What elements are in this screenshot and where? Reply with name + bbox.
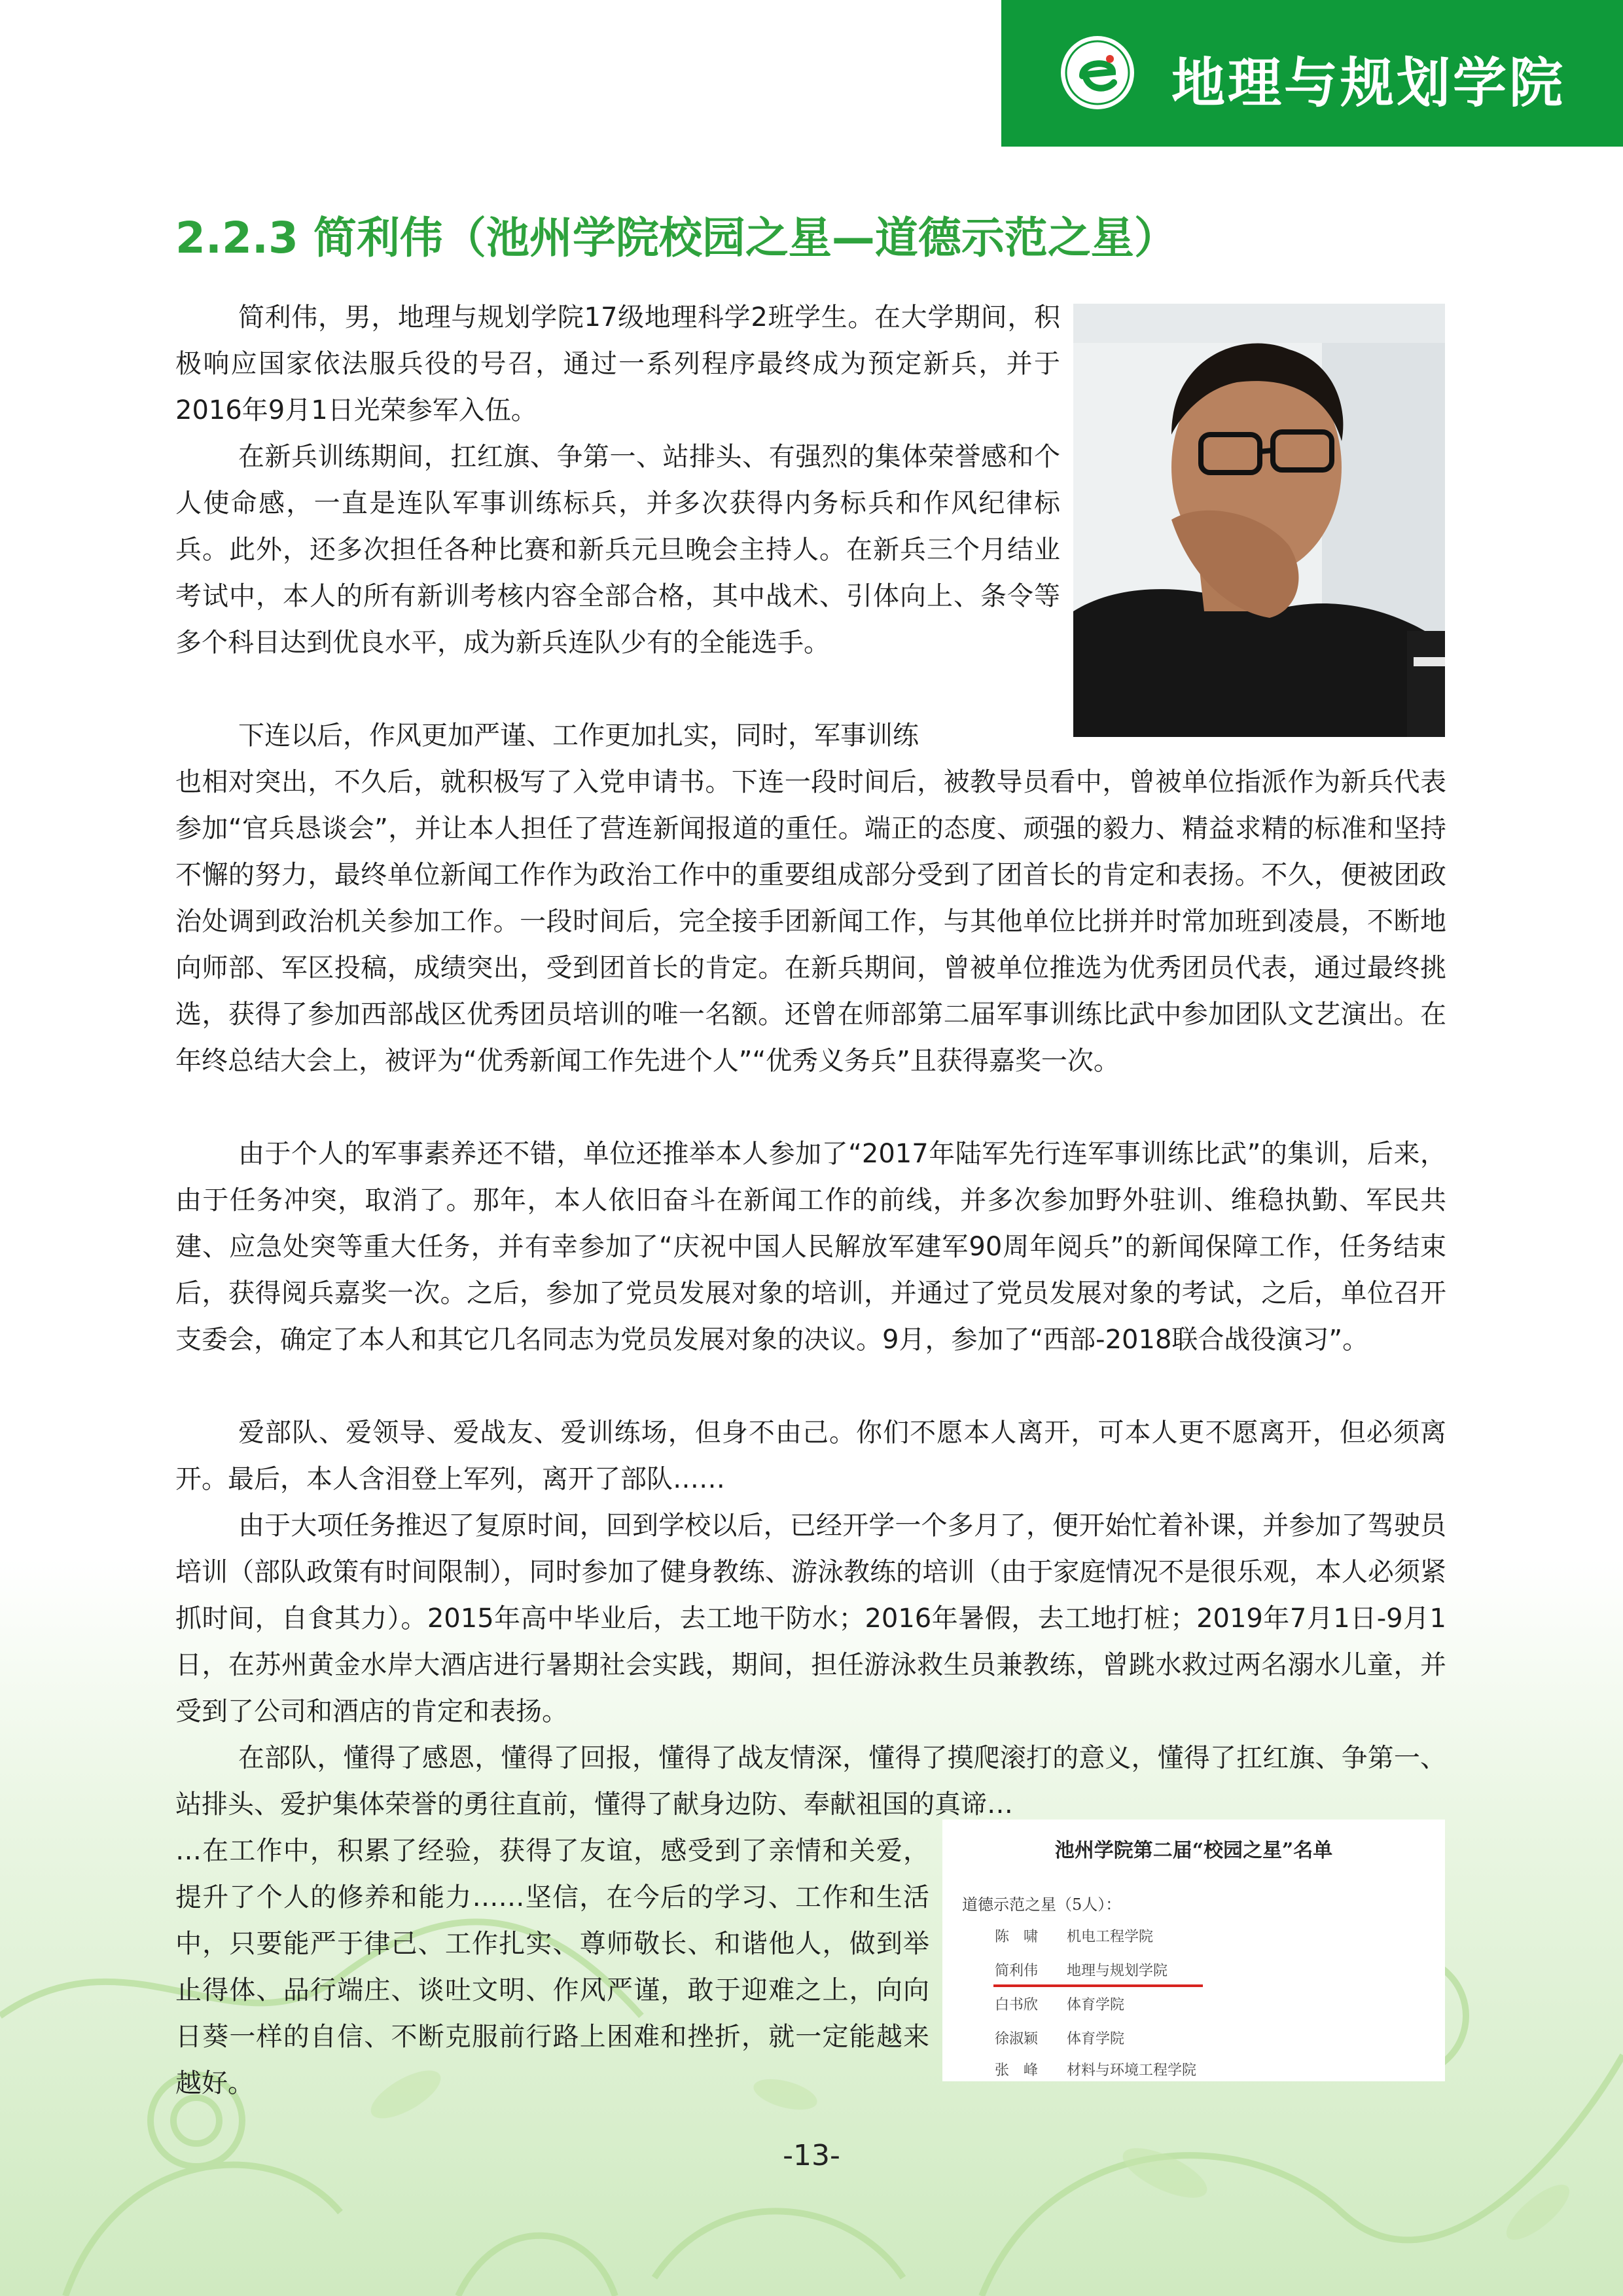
college-name: 地理与规划学院	[1171, 52, 1566, 115]
honor-list-title: 池州学院第二届“校园之星”名单	[1054, 1839, 1333, 1862]
paragraph-3: 也相对突出，不久后，就积极写了入党申请书。下连一段时间后，被教导员看中，曾被单位指派作为新兵代表参加“官兵恳谈会”，并让本人担任了营连新闻报道的重任。端正的态度、顽强的毅力、精益求精的标准和坚持不懈的努力，最终单位新闻工作作为政治工作中的重要组成部分受到了团首长的肯定和表扬。不久，便被团政治处调到政治机关参加工作。一段时间后，完全接手团新闻工作，与其他单位比拼并时常加班到凌晨，不断地向师部、军区投稿，成绩突出，受到团首长的肯定。在新兵期间，曾被单位推选为优秀团员代表，通过最终挑选，获得了参加西部战区优秀团员培训的唯一名额。还曾在师部第二届军事训练比武中参加团队文艺演出。在年终总结大会上，被评为“优秀新闻工作先进个人”“优秀义务兵”且获得嘉奖一次。	[175, 767, 1446, 1076]
student-photo	[1073, 304, 1445, 737]
paragraph-4: 由于个人的军事素养还不错，单位还推举本人参加了“2017年陆军先行连军事训练比武”的集训，后来，由于任务冲突，取消了。那年，本人依旧奋斗在新闻工作的前线，并多次参加野外驻训、维稳执勤、军民共建、应急处突等重大任务，并有幸参加了“庆祝中国人民解放军建军90周年阅兵”的新闻保障工作，任务结束后，获得阅兵嘉奖一次。之后，参加了党员发展对象的培训，并通过了党员发展对象的考试，之后，单位召开支委会，确定了本人和其它几名同志为党员发展对象的决议。9月，参加了“西部-2018联合战役演习”。	[175, 1139, 1446, 1355]
honor-name: 白书欣	[995, 1997, 1039, 2013]
paragraph-7: 在部队，懂得了感恩，懂得了回报，懂得了战友情深，懂得了摸爬滚打的意义，懂得了扛红旗、争第一、站排头、爱护集体荣誉的勇往直前，懂得了献身边防、奉献祖国的真谛…	[175, 1743, 1446, 1820]
honor-college: 机电工程学院	[1067, 1929, 1154, 1945]
honor-college: 体育学院	[1067, 1997, 1125, 2013]
paragraph-8: …在工作中，积累了经验，获得了友谊，感受到了亲情和关爱，提升了个人的修养和能力……坚信，在今后的学习、工作和生活中，只要能严于律己、工作扎实、尊师敬长、和谐他人，做到举止得体、品行端庄、谈吐文明、作风严谨，敢于迎难之上，向向日葵一样的自信、不断克服前行路上困难和挫折，就一定能越来越好。	[175, 1836, 929, 2098]
honor-name: 徐淑颖	[995, 2031, 1039, 2047]
honor-college: 地理与规划学院	[1067, 1963, 1168, 1979]
honor-college: 材料与环境工程学院	[1067, 2062, 1197, 2079]
college-logo	[1059, 34, 1136, 111]
honor-name: 张 峰	[995, 2062, 1039, 2079]
paragraph-1: 简利伟，男，地理与规划学院17级地理科学2班学生。在大学期间，积极响应国家依法服兵役的号召，通过一系列程序最终成为预定新兵，并于2016年9月1日光荣参军入伍。	[175, 302, 1060, 425]
paragraph-5: 爱部队、爱领导、爱战友、爱训练场，但身不由己。你们不愿本人离开，可本人更不愿离开，但必须离开。最后，本人含泪登上军列，离开了部队……	[175, 1418, 1446, 1494]
honor-list-row	[995, 1960, 1168, 1980]
paragraph-2: 在新兵训练期间，扛红旗、争第一、站排头、有强烈的集体荣誉感和个人使命感，一直是连队军事训练标兵，并多次获得内务标兵和作风纪律标兵。此外，还多次担任各种比赛和新兵元旦晚会主持人。在新兵三个月结业考试中，本人的所有新训考核内容全部合格，其中战术、引体向上、条令等多个科目达到优良水平，成为新兵连队少有的全能选手。	[175, 442, 1060, 658]
honor-college: 体育学院	[1067, 2031, 1125, 2047]
honor-name: 简利伟	[995, 1963, 1039, 1979]
page-number: -13-	[783, 2139, 840, 2172]
paragraph-3-start: 下连以后，作风更加严谨、工作更加扎实，同时，军事训练	[238, 721, 919, 751]
honor-list-row	[995, 1926, 1153, 1946]
honor-list-row	[995, 2028, 1124, 2048]
honor-list-row	[995, 2059, 1196, 2079]
honor-name: 陈 啸	[995, 1929, 1039, 1945]
highlight-underline	[993, 1984, 1203, 1987]
section-title: 2.2.3 简利伟（池州学院校园之星—道德示范之星）	[175, 213, 1177, 263]
paragraph-6: 由于大项任务推迟了复原时间，回到学校以后，已经开学一个多月了，便开始忙着补课，并参加了驾驶员培训（部队政策有时间限制），同时参加了健身教练、游泳教练的培训（由于家庭情况不是很乐观，本人必须紧抓时间，自食其力）。2015年高中毕业后，去工地干防水；2016年暑假，去工地打桩；2019年7月1日-9月1日，在苏州黄金水岸大酒店进行暑期社会实践，期间，担任游泳救生员兼教练，曾跳水救过两名溺水儿童，并受到了公司和酒店的肯定和表扬。	[175, 1511, 1446, 1727]
honor-list-category: 道德示范之星（5人）：	[962, 1895, 1122, 1914]
honor-list-card	[942, 1820, 1445, 2081]
honor-list-row	[995, 1994, 1124, 2014]
